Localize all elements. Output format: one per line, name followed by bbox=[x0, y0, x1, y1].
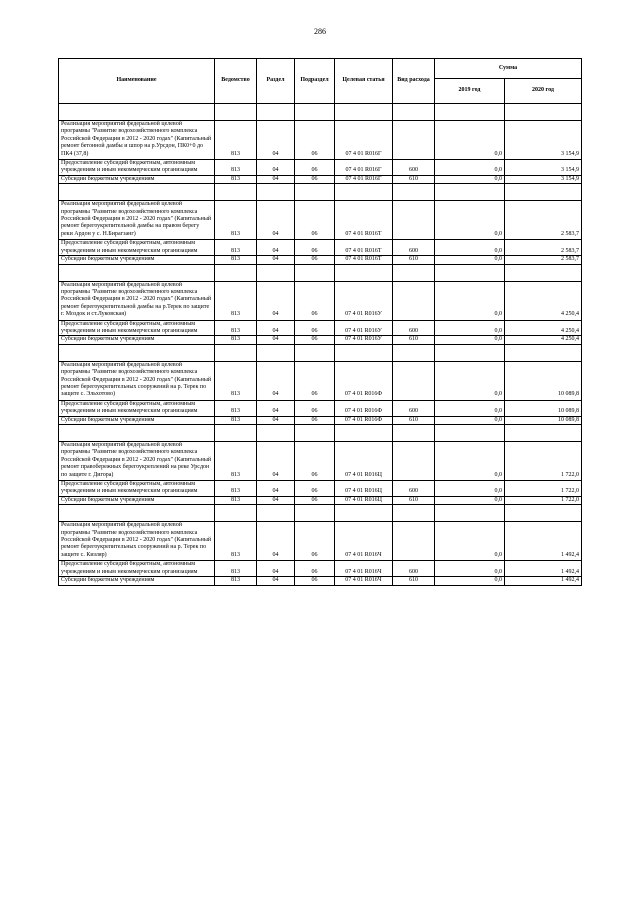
cell-section: 04 bbox=[257, 160, 295, 176]
header-dept: Ведомство bbox=[215, 59, 257, 104]
block-spacer bbox=[59, 264, 582, 281]
cell-target: 07 4 01 R016Ф bbox=[335, 400, 393, 416]
header-expense-type: Вид расхода bbox=[393, 59, 435, 104]
cell-dept: 813 bbox=[215, 416, 257, 424]
cell-y2019: 0,0 bbox=[435, 400, 505, 416]
cell-y2019: 0,0 bbox=[435, 561, 505, 577]
cell-expense-type: 610 bbox=[393, 175, 435, 183]
spacer-cell bbox=[505, 344, 582, 361]
cell-expense-type: 610 bbox=[393, 256, 435, 264]
program-row bbox=[59, 281, 582, 320]
cell-name: Реализация мероприятий федеральной целевой программы "Развитие водохозяйственного комплекса Российской Федерации в 2012 - 2020 годах" (Капитальный ремонт берегоукрепительной дамбы на р.Терек по защите г. Моздок и ст.Луковская) bbox=[59, 281, 215, 320]
cell-section: 04 bbox=[257, 336, 295, 344]
block-spacer bbox=[59, 425, 582, 442]
spacer-cell bbox=[295, 264, 335, 281]
cell-expense-type: 600 bbox=[393, 561, 435, 577]
cell-expense-type: 610 bbox=[393, 336, 435, 344]
spacer-cell bbox=[215, 425, 257, 442]
cell-y2020: 1 492,4 bbox=[505, 522, 582, 561]
cell-dept: 813 bbox=[215, 561, 257, 577]
cell-subsection: 06 bbox=[295, 160, 335, 176]
cell-dept: 813 bbox=[215, 522, 257, 561]
spacer-cell bbox=[257, 425, 295, 442]
cell-target: 07 4 01 R016Ч bbox=[335, 577, 393, 585]
cell-y2020: 3 154,9 bbox=[505, 160, 582, 176]
program-row bbox=[59, 361, 582, 400]
spacer-cell bbox=[393, 184, 435, 201]
spacer-cell bbox=[505, 264, 582, 281]
cell-section: 04 bbox=[257, 400, 295, 416]
cell-dept: 813 bbox=[215, 121, 257, 160]
subsidy-row bbox=[59, 416, 582, 424]
spacer-cell bbox=[295, 344, 335, 361]
cell-dept: 813 bbox=[215, 361, 257, 400]
cell-expense-type: 600 bbox=[393, 320, 435, 336]
cell-dept: 813 bbox=[215, 320, 257, 336]
program-row bbox=[59, 522, 582, 561]
header-target: Целевая статья bbox=[335, 59, 393, 104]
cell-dept: 813 bbox=[215, 175, 257, 183]
cell-y2020: 10 089,8 bbox=[505, 416, 582, 424]
cell-target: 07 4 01 R016Т bbox=[335, 201, 393, 240]
cell-target: 07 4 01 R016Т bbox=[335, 240, 393, 256]
spacer-cell bbox=[505, 184, 582, 201]
cell-target: 07 4 01 R016Ц bbox=[335, 481, 393, 497]
cell-name: Реализация мероприятий федеральной целевой программы "Развитие водохозяйственного комплекса Российской Федерации в 2012 - 2020 годах" (Капитальный ремонт берегоукрепительной дамбы на правом берегу реки Ардон у с. Н.Бирагзанг) bbox=[59, 201, 215, 240]
cell-y2020: 10 089,8 bbox=[505, 361, 582, 400]
cell-target: 07 4 01 R016Г bbox=[335, 160, 393, 176]
cell-section: 04 bbox=[257, 121, 295, 160]
cell-name: Предоставление субсидий бюджетным, автономным учреждениям и иным некоммерческим организациям bbox=[59, 400, 215, 416]
header-section: Раздел bbox=[257, 59, 295, 104]
cell-y2020: 1 722,0 bbox=[505, 481, 582, 497]
spacer-cell bbox=[435, 264, 505, 281]
cell-target: 07 4 01 R016Т bbox=[335, 256, 393, 264]
spacer-cell bbox=[335, 104, 393, 121]
cell-y2019: 0,0 bbox=[435, 175, 505, 183]
cell-y2019: 0,0 bbox=[435, 336, 505, 344]
cell-dept: 813 bbox=[215, 336, 257, 344]
cell-subsection: 06 bbox=[295, 400, 335, 416]
spacer-cell bbox=[393, 104, 435, 121]
cell-name: Реализация мероприятий федеральной целевой программы "Развитие водохозяйственного комплекса Российской Федерации в 2012 - 2020 годах" (Капитальный ремонт берегоукрепительных сооружений на р. Терек по защите с. Кизляр) bbox=[59, 522, 215, 561]
cell-dept: 813 bbox=[215, 201, 257, 240]
table-body bbox=[59, 104, 582, 586]
cell-section: 04 bbox=[257, 481, 295, 497]
subsidy-group-row bbox=[59, 400, 582, 416]
spacer-cell bbox=[215, 344, 257, 361]
header-sum: Сумма bbox=[435, 59, 582, 79]
cell-target: 07 4 01 R016У bbox=[335, 320, 393, 336]
page-number: 286 bbox=[314, 27, 326, 36]
cell-subsection: 06 bbox=[295, 577, 335, 585]
cell-expense-type: 600 bbox=[393, 240, 435, 256]
cell-y2020: 10 089,8 bbox=[505, 400, 582, 416]
spacer-cell bbox=[215, 104, 257, 121]
cell-subsection: 06 bbox=[295, 496, 335, 504]
cell-y2019: 0,0 bbox=[435, 442, 505, 481]
cell-name: Субсидии бюджетным учреждениям bbox=[59, 175, 215, 183]
cell-name: Предоставление субсидий бюджетным, автономным учреждениям и иным некоммерческим организациям bbox=[59, 160, 215, 176]
subsidy-group-row bbox=[59, 320, 582, 336]
cell-name: Реализация мероприятий федеральной целевой программы "Развитие водохозяйственного комплекса Российской Федерации в 2012 - 2020 годах" (Капитальный ремонт бетонной дамбы и шпор на р.Урсдон, ПК0+0 до ПК4 (37,8) bbox=[59, 121, 215, 160]
cell-target: 07 4 01 R016Г bbox=[335, 121, 393, 160]
cell-subsection: 06 bbox=[295, 320, 335, 336]
cell-expense-type: 600 bbox=[393, 400, 435, 416]
cell-section: 04 bbox=[257, 522, 295, 561]
spacer-cell bbox=[393, 505, 435, 522]
subsidy-group-row bbox=[59, 160, 582, 176]
cell-subsection: 06 bbox=[295, 121, 335, 160]
cell-subsection: 06 bbox=[295, 281, 335, 320]
spacer-cell bbox=[257, 104, 295, 121]
program-row bbox=[59, 442, 582, 481]
spacer-cell bbox=[335, 264, 393, 281]
cell-y2019: 0,0 bbox=[435, 160, 505, 176]
cell-dept: 813 bbox=[215, 160, 257, 176]
cell-target: 07 4 01 R016У bbox=[335, 281, 393, 320]
spacer-cell bbox=[295, 184, 335, 201]
cell-expense-type: 600 bbox=[393, 160, 435, 176]
cell-dept: 813 bbox=[215, 400, 257, 416]
cell-y2020: 2 583,7 bbox=[505, 201, 582, 240]
cell-y2020: 1 492,4 bbox=[505, 561, 582, 577]
cell-target: 07 4 01 R016Ч bbox=[335, 561, 393, 577]
cell-y2019: 0,0 bbox=[435, 481, 505, 497]
cell-target: 07 4 01 R016Ф bbox=[335, 361, 393, 400]
spacer-cell bbox=[59, 505, 215, 522]
cell-expense-type bbox=[393, 281, 435, 320]
spacer-cell bbox=[59, 184, 215, 201]
cell-section: 04 bbox=[257, 281, 295, 320]
cell-dept: 813 bbox=[215, 496, 257, 504]
cell-section: 04 bbox=[257, 175, 295, 183]
spacer-cell bbox=[59, 425, 215, 442]
block-spacer bbox=[59, 505, 582, 522]
cell-y2019: 0,0 bbox=[435, 121, 505, 160]
subsidy-row bbox=[59, 496, 582, 504]
subsidy-group-row bbox=[59, 240, 582, 256]
cell-subsection: 06 bbox=[295, 256, 335, 264]
spacer-cell bbox=[59, 344, 215, 361]
cell-target: 07 4 01 R016Ф bbox=[335, 416, 393, 424]
subsidy-row bbox=[59, 577, 582, 585]
spacer-cell bbox=[257, 264, 295, 281]
spacer-cell bbox=[393, 264, 435, 281]
cell-expense-type bbox=[393, 361, 435, 400]
cell-expense-type bbox=[393, 121, 435, 160]
cell-subsection: 06 bbox=[295, 416, 335, 424]
cell-y2020: 4 250,4 bbox=[505, 320, 582, 336]
cell-name: Субсидии бюджетным учреждениям bbox=[59, 496, 215, 504]
cell-y2019: 0,0 bbox=[435, 281, 505, 320]
spacer-cell bbox=[215, 184, 257, 201]
spacer-cell bbox=[435, 104, 505, 121]
cell-subsection: 06 bbox=[295, 175, 335, 183]
spacer-cell bbox=[393, 425, 435, 442]
cell-section: 04 bbox=[257, 320, 295, 336]
cell-expense-type: 610 bbox=[393, 577, 435, 585]
spacer-cell bbox=[505, 425, 582, 442]
cell-y2020: 1 722,0 bbox=[505, 496, 582, 504]
subsidy-group-row bbox=[59, 481, 582, 497]
cell-subsection: 06 bbox=[295, 561, 335, 577]
cell-section: 04 bbox=[257, 442, 295, 481]
cell-target: 07 4 01 R016Ц bbox=[335, 442, 393, 481]
spacer-cell bbox=[295, 505, 335, 522]
cell-y2019: 0,0 bbox=[435, 522, 505, 561]
cell-y2019: 0,0 bbox=[435, 256, 505, 264]
subsidy-row bbox=[59, 336, 582, 344]
cell-section: 04 bbox=[257, 201, 295, 240]
cell-expense-type bbox=[393, 201, 435, 240]
cell-name: Субсидии бюджетным учреждениям bbox=[59, 416, 215, 424]
cell-name: Предоставление субсидий бюджетным, автономным учреждениям и иным некоммерческим организациям bbox=[59, 561, 215, 577]
cell-subsection: 06 bbox=[295, 361, 335, 400]
header-name: Наименование bbox=[59, 59, 215, 104]
subsidy-row bbox=[59, 256, 582, 264]
spacer-cell bbox=[505, 104, 582, 121]
spacer-cell bbox=[335, 344, 393, 361]
cell-subsection: 06 bbox=[295, 442, 335, 481]
cell-y2019: 0,0 bbox=[435, 201, 505, 240]
cell-target: 07 4 01 R016У bbox=[335, 336, 393, 344]
cell-name: Субсидии бюджетным учреждениям bbox=[59, 256, 215, 264]
spacer-cell bbox=[295, 425, 335, 442]
cell-name: Предоставление субсидий бюджетным, автономным учреждениям и иным некоммерческим организациям bbox=[59, 320, 215, 336]
cell-expense-type bbox=[393, 522, 435, 561]
spacer-cell bbox=[59, 264, 215, 281]
header-subsection: Подраздел bbox=[295, 59, 335, 104]
cell-name: Предоставление субсидий бюджетным, автономным учреждениям и иным некоммерческим организациям bbox=[59, 240, 215, 256]
block-spacer bbox=[59, 344, 582, 361]
cell-name: Реализация мероприятий федеральной целевой программы "Развитие водохозяйственного комплекса Российской Федерации в 2012 - 2020 годах" (Капитальный ремонт правобережных берегоукреплений на реке Урсдон по защите г. Дигора) bbox=[59, 442, 215, 481]
spacer-cell bbox=[257, 184, 295, 201]
cell-target: 07 4 01 R016Ц bbox=[335, 496, 393, 504]
spacer-cell bbox=[257, 344, 295, 361]
cell-section: 04 bbox=[257, 240, 295, 256]
program-row bbox=[59, 201, 582, 240]
cell-section: 04 bbox=[257, 577, 295, 585]
cell-y2020: 4 250,4 bbox=[505, 281, 582, 320]
cell-y2019: 0,0 bbox=[435, 577, 505, 585]
subsidy-group-row bbox=[59, 561, 582, 577]
cell-y2020: 2 583,7 bbox=[505, 240, 582, 256]
cell-expense-type: 610 bbox=[393, 496, 435, 504]
cell-y2020: 2 583,7 bbox=[505, 256, 582, 264]
cell-y2019: 0,0 bbox=[435, 416, 505, 424]
cell-y2020: 3 154,9 bbox=[505, 175, 582, 183]
cell-expense-type: 600 bbox=[393, 481, 435, 497]
spacer-cell bbox=[393, 344, 435, 361]
cell-name: Субсидии бюджетным учреждениям bbox=[59, 336, 215, 344]
cell-y2019: 0,0 bbox=[435, 240, 505, 256]
cell-section: 04 bbox=[257, 416, 295, 424]
spacer-cell bbox=[335, 425, 393, 442]
spacer-cell bbox=[435, 184, 505, 201]
cell-expense-type bbox=[393, 442, 435, 481]
cell-name: Субсидии бюджетным учреждениям bbox=[59, 577, 215, 585]
cell-y2019: 0,0 bbox=[435, 361, 505, 400]
cell-subsection: 06 bbox=[295, 481, 335, 497]
cell-subsection: 06 bbox=[295, 522, 335, 561]
spacer-cell bbox=[335, 184, 393, 201]
cell-subsection: 06 bbox=[295, 240, 335, 256]
cell-dept: 813 bbox=[215, 240, 257, 256]
block-spacer bbox=[59, 104, 582, 121]
cell-y2019: 0,0 bbox=[435, 496, 505, 504]
cell-y2019: 0,0 bbox=[435, 320, 505, 336]
spacer-cell bbox=[215, 505, 257, 522]
cell-target: 07 4 01 R016Ч bbox=[335, 522, 393, 561]
cell-expense-type: 610 bbox=[393, 416, 435, 424]
block-spacer bbox=[59, 184, 582, 201]
cell-dept: 813 bbox=[215, 256, 257, 264]
cell-dept: 813 bbox=[215, 481, 257, 497]
spacer-cell bbox=[257, 505, 295, 522]
subsidy-row bbox=[59, 175, 582, 183]
spacer-cell bbox=[59, 104, 215, 121]
spacer-cell bbox=[435, 425, 505, 442]
cell-section: 04 bbox=[257, 256, 295, 264]
cell-section: 04 bbox=[257, 496, 295, 504]
spacer-cell bbox=[295, 104, 335, 121]
spacer-cell bbox=[335, 505, 393, 522]
cell-section: 04 bbox=[257, 561, 295, 577]
cell-dept: 813 bbox=[215, 442, 257, 481]
header-2019: 2019 год bbox=[435, 79, 505, 104]
cell-y2020: 3 154,9 bbox=[505, 121, 582, 160]
cell-subsection: 06 bbox=[295, 336, 335, 344]
cell-subsection: 06 bbox=[295, 201, 335, 240]
cell-y2020: 4 250,4 bbox=[505, 336, 582, 344]
program-row bbox=[59, 121, 582, 160]
spacer-cell bbox=[435, 505, 505, 522]
header-2020: 2020 год bbox=[505, 79, 582, 104]
cell-dept: 813 bbox=[215, 577, 257, 585]
budget-table bbox=[58, 58, 582, 586]
cell-y2020: 1 722,0 bbox=[505, 442, 582, 481]
cell-name: Реализация мероприятий федеральной целевой программы "Развитие водохозяйственного комплекса Российской Федерации в 2012 - 2020 годах" (Капитальный ремонт берегоукрепительных сооружений на р. Терек по защите с. Эльхотово) bbox=[59, 361, 215, 400]
cell-section: 04 bbox=[257, 361, 295, 400]
spacer-cell bbox=[435, 344, 505, 361]
spacer-cell bbox=[215, 264, 257, 281]
cell-name: Предоставление субсидий бюджетным, автономным учреждениям и иным некоммерческим организациям bbox=[59, 481, 215, 497]
cell-target: 07 4 01 R016Г bbox=[335, 175, 393, 183]
cell-dept: 813 bbox=[215, 281, 257, 320]
spacer-cell bbox=[505, 505, 582, 522]
cell-y2020: 1 492,4 bbox=[505, 577, 582, 585]
